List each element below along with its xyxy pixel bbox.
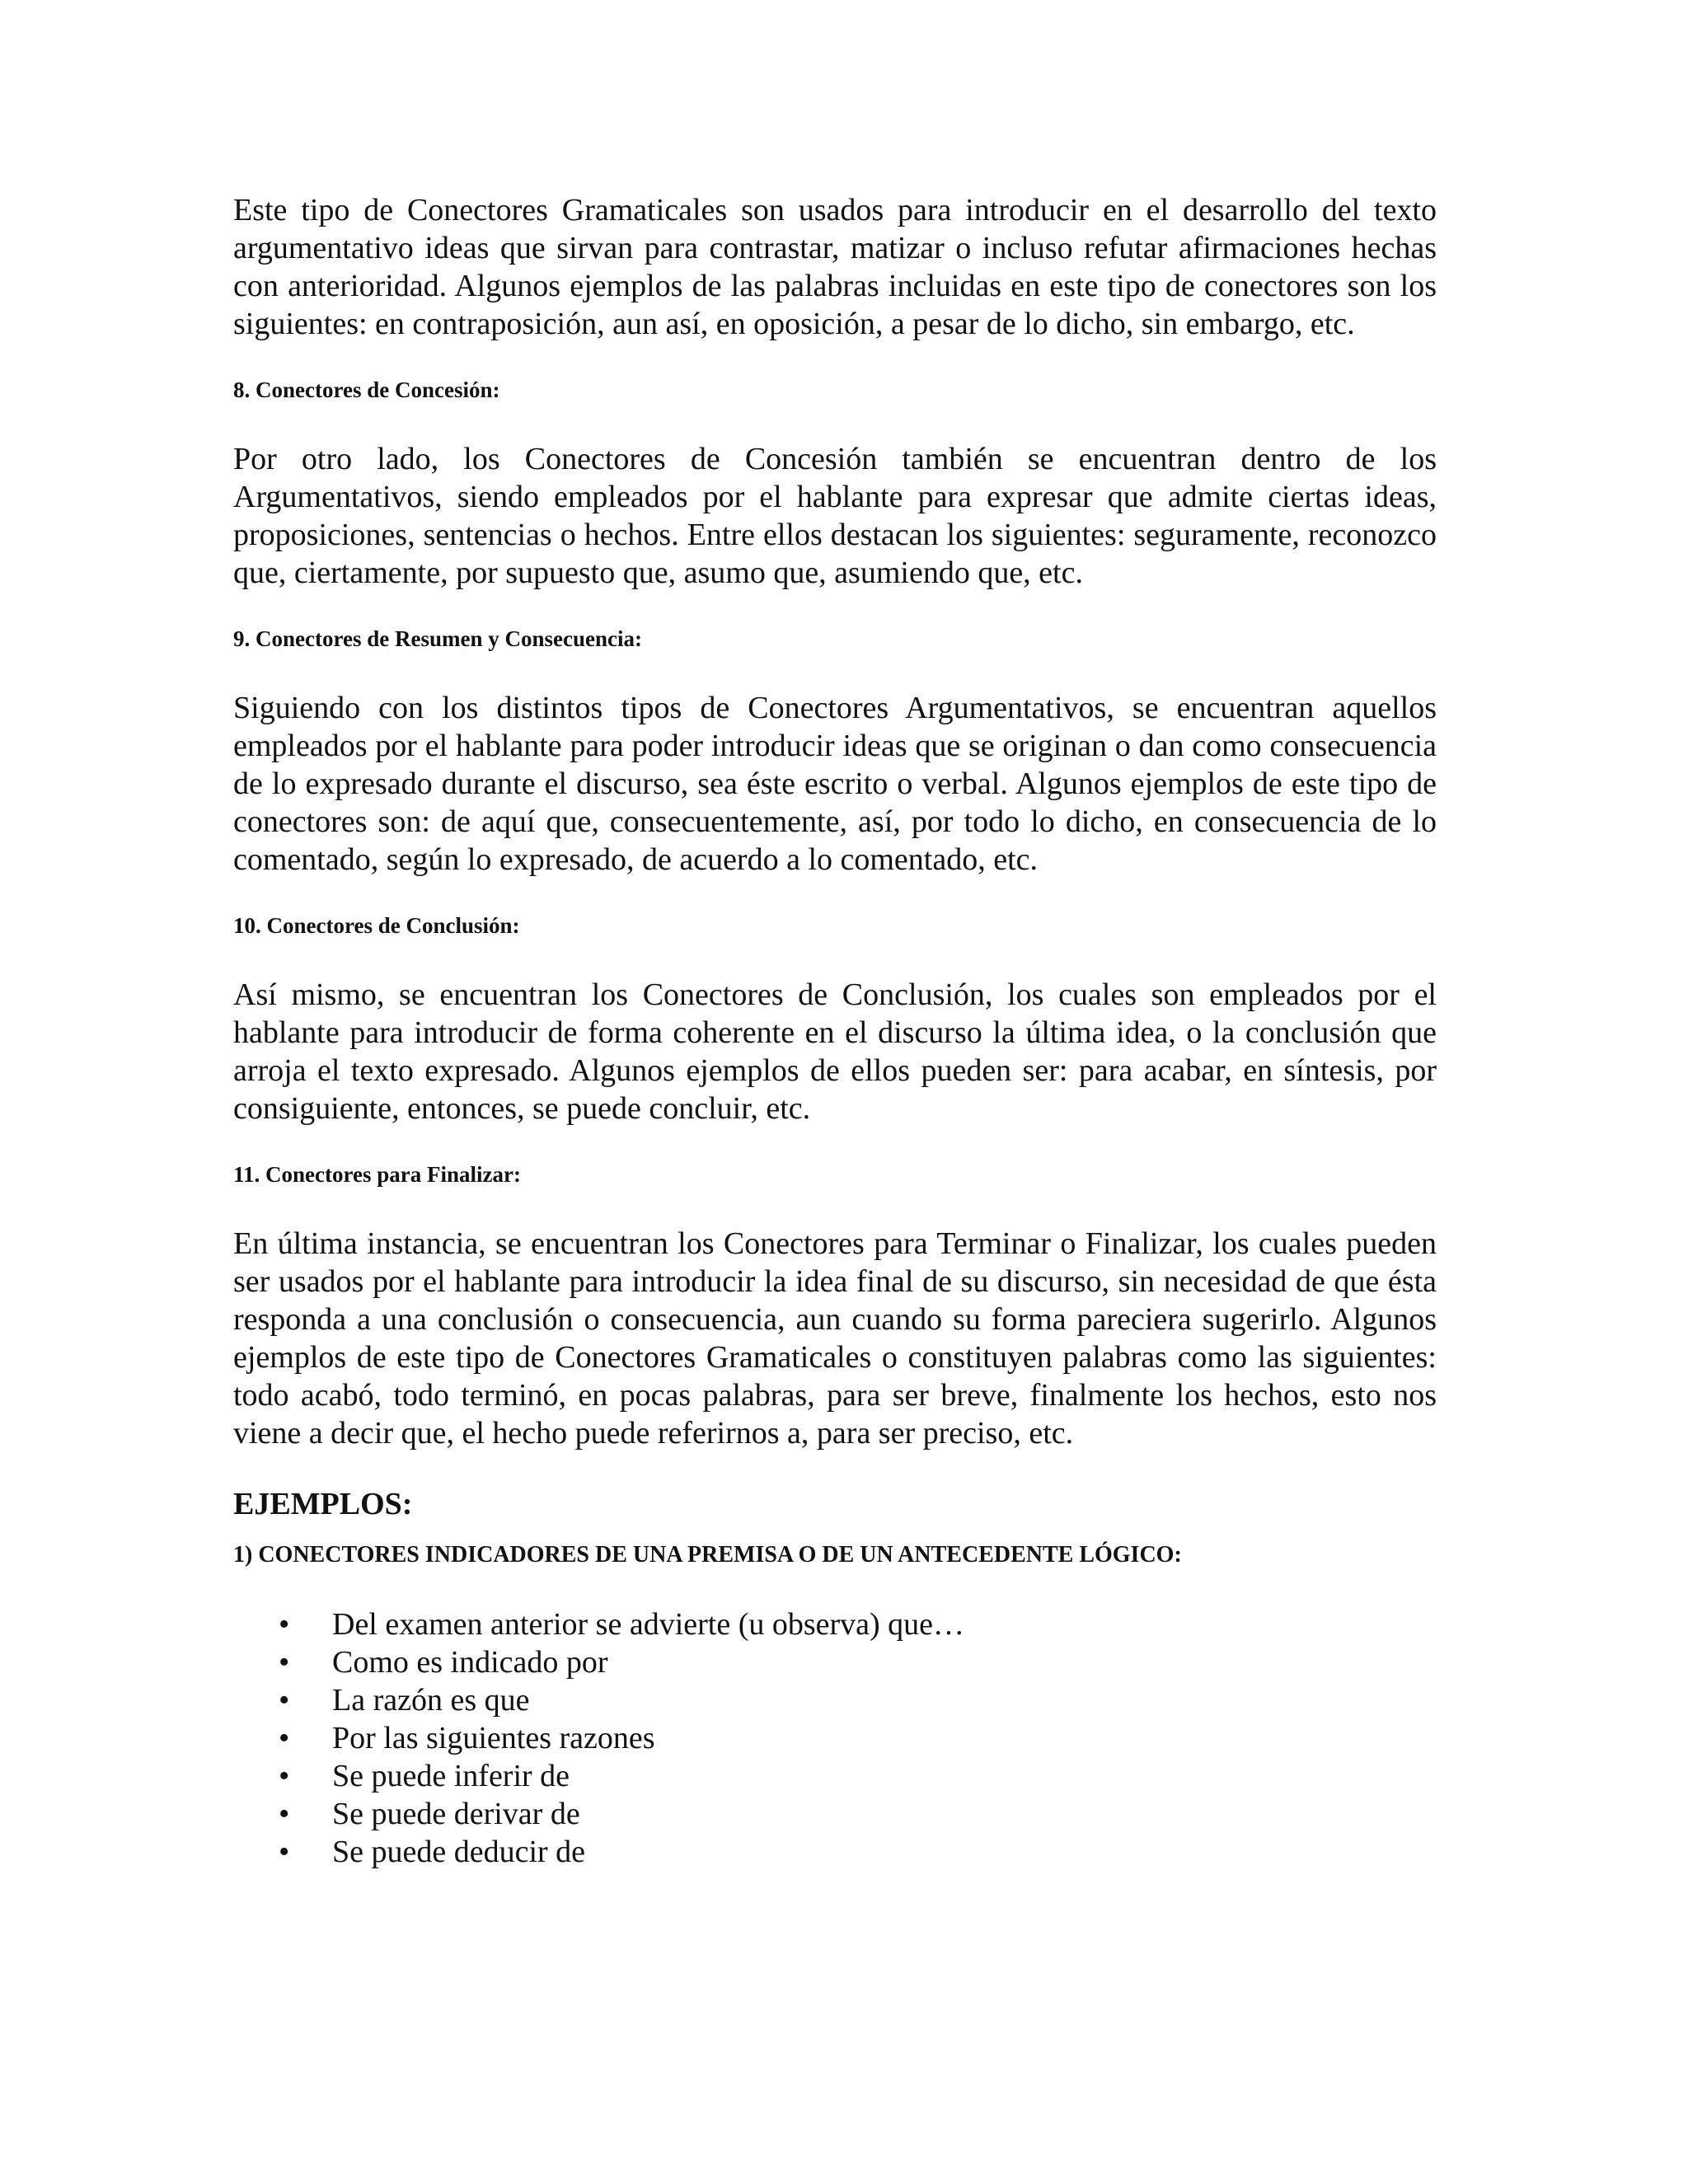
section-heading-resumen: 9. Conectores de Resumen y Consecuencia:	[233, 626, 642, 651]
list-item	[233, 1681, 1437, 1719]
bullet-icon: •	[279, 1797, 290, 1831]
list-item	[233, 1719, 1437, 1757]
list-item-text: Se puede inferir de	[332, 1759, 570, 1793]
section-text-resumen: Siguiendo con los distintos tipos de Conectores Argumentativos, se encuentran aquellos empleados por el hablante para poder introducir ideas que se originan o dan como consecuencia de lo expresado durante el discurso, sea éste escrito o verbal. Algunos ejemplos de este tipo de conectores son: de aquí que, consecuentemente, así, por todo lo dicho, en consecuencia de lo comentado, según lo expresado, de acuerdo a lo comentado, etc.	[233, 691, 1437, 877]
bullet-icon: •	[279, 1721, 290, 1755]
list-item	[233, 1757, 1437, 1795]
bullet-icon: •	[279, 1645, 290, 1680]
list-item	[233, 1605, 1437, 1643]
list-item	[233, 1833, 1437, 1871]
list-item-text: La razón es que	[332, 1683, 530, 1718]
section-heading-conclusion: 10. Conectores de Conclusión:	[233, 913, 520, 938]
bullet-icon: •	[279, 1759, 290, 1793]
section-heading-finalizar: 11. Conectores para Finalizar:	[233, 1162, 521, 1187]
list-item-text: Como es indicado por	[332, 1645, 608, 1680]
bullet-icon: •	[279, 1607, 290, 1642]
intro-paragraph: Este tipo de Conectores Gramaticales son usados para introducir en el desarrollo del texto argumentativo ideas que sirvan para contrastar, matizar o incluso refutar afirmaciones hechas con anterioridad. Algunos ejemplos de las palabras incluidas en este tipo de conectores son los siguientes: en contraposición, aun así, en oposición, a pesar de lo dicho, sin embargo, etc.	[233, 193, 1437, 341]
examples-heading: EJEMPLOS:	[233, 1487, 413, 1521]
section-text-finalizar: En última instancia, se encuentran los Conectores para Terminar o Finalizar, los cuales pueden ser usados por el hablante para introducir la idea final de su discurso, sin necesidad de que ésta responda a una conclusión o consecuencia, aun cuando su forma pareciera sugerirlo. Algunos ejemplos de este tipo de Conectores Gramaticales o constituyen palabras como las siguientes: todo acabó, todo terminó, en pocas palabras, para ser breve, finalmente los hechos, esto nos viene a decir que, el hecho puede referirnos a, para ser preciso, etc.	[233, 1226, 1437, 1451]
bullet-icon: •	[279, 1835, 290, 1869]
section-text-concesion: Por otro lado, los Conectores de Concesión también se encuentran dentro de los Argumentativos, siendo empleados por el hablante para expresar que admite ciertas ideas, proposiciones, sentencias o hechos. Entre ellos destacan los siguientes: seguramente, reconozco que, ciertamente, por supuesto que, asumo que, asumiendo que, etc.	[233, 442, 1437, 590]
list-item-text: Por las siguientes razones	[332, 1721, 655, 1755]
bullet-icon: •	[279, 1683, 290, 1718]
section-heading-concesion: 8. Conectores de Concesión:	[233, 377, 500, 402]
section-text-conclusion: Así mismo, se encuentran los Conectores de Conclusión, los cuales son empleados por el hablante para introducir de forma coherente en el discurso la última idea, o la conclusión que arroja el texto expresado. Algunos ejemplos de ellos pueden ser: para acabar, en síntesis, por consiguiente, entonces, se puede concluir, etc.	[233, 977, 1437, 1126]
list-item	[233, 1795, 1437, 1833]
document-page	[233, 191, 1437, 1871]
list-item-text: Se puede derivar de	[332, 1797, 580, 1831]
list-item	[233, 1643, 1437, 1681]
examples-subheading: 1) CONECTORES INDICADORES DE UNA PREMISA O DE UN ANTECEDENTE LÓGICO:	[233, 1542, 1182, 1568]
list-item-text: Del examen anterior se advierte (u observa) que…	[332, 1607, 965, 1642]
list-item-text: Se puede deducir de	[332, 1835, 586, 1869]
examples-list	[233, 1605, 1437, 1871]
